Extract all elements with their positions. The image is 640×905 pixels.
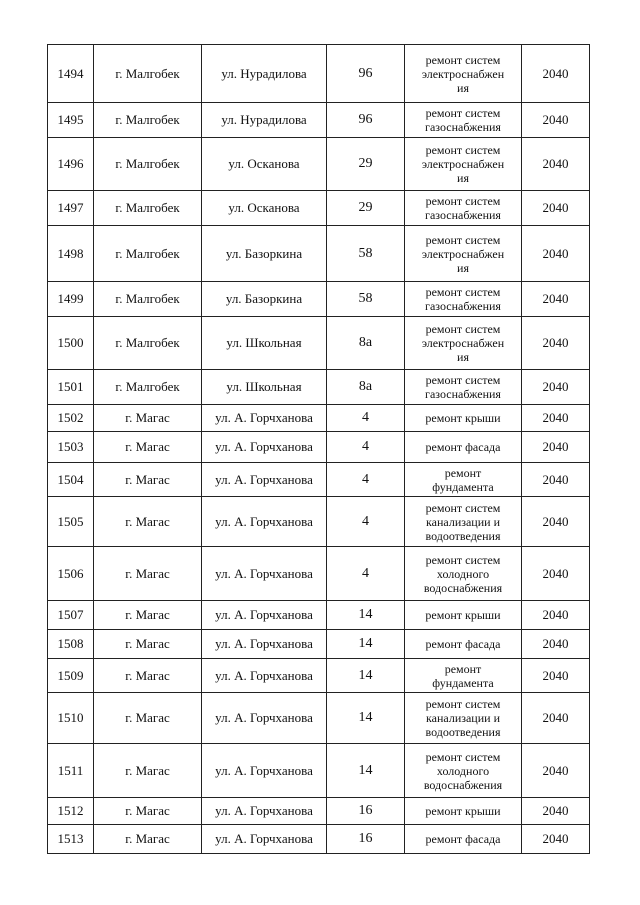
row-number: 1499 [48,282,94,317]
table-row [48,103,590,138]
city-cell: г. Магас [94,463,202,497]
work-type-cell [405,282,522,317]
city-cell: г. Малгобек [94,138,202,191]
work-type-line: холодного [436,763,490,778]
work-type-line: водоотведения [425,528,501,543]
year-cell: 2040 [522,547,590,601]
house-number-cell: 96 [327,103,405,138]
work-type-line: ия [457,260,469,275]
city-cell: г. Магас [94,798,202,825]
street-cell: ул. А. Горчханова [202,463,327,497]
city-cell: г. Магас [94,405,202,432]
row-number: 1496 [48,138,94,191]
table-row [48,370,590,405]
row-number: 1504 [48,463,94,497]
work-type-line: газоснабжения [425,299,501,313]
house-number-cell: 58 [327,226,405,282]
house-number-cell: 16 [327,825,405,854]
work-type-line: ия [457,171,469,185]
work-type-cell [405,659,522,693]
work-type-cell [405,825,522,854]
table-row [48,601,590,630]
row-number: 1513 [48,825,94,854]
work-type-cell [405,432,522,463]
row-number: 1507 [48,601,94,630]
row-number: 1503 [48,432,94,463]
row-number: 1509 [48,659,94,693]
table-row [48,432,590,463]
work-type-cell [405,547,522,601]
work-type-cell [405,370,522,405]
work-type-cell [405,744,522,798]
house-number-cell: 96 [327,45,405,103]
work-type-cell [405,463,522,497]
city-cell: г. Магас [94,659,202,693]
work-type-cell [405,103,522,138]
house-number-cell: 14 [327,630,405,659]
year-cell: 2040 [522,693,590,744]
work-type-line: ремонт крыши [425,804,501,818]
street-cell: ул. А. Горчханова [202,547,327,601]
table-row [48,497,590,547]
work-type-cell [405,630,522,659]
row-number: 1502 [48,405,94,432]
work-type-line: ремонт [444,661,482,676]
housing-repair-table [47,44,590,854]
city-cell: г. Магас [94,825,202,854]
year-cell: 2040 [522,659,590,693]
table-row [48,317,590,370]
work-type-cell [405,601,522,630]
city-cell: г. Магас [94,630,202,659]
work-type-line: ремонт систем [425,697,501,711]
street-cell: ул. Базоркина [202,226,327,282]
street-cell: ул. А. Горчханова [202,798,327,825]
work-type-line: газоснабжения [425,120,501,134]
street-cell: ул. А. Горчханова [202,497,327,547]
work-type-line: электроснабжен [421,157,505,171]
work-type-line: газоснабжения [425,208,501,222]
work-type-line: электроснабжен [421,66,505,81]
city-cell: г. Магас [94,601,202,630]
row-number: 1494 [48,45,94,103]
year-cell: 2040 [522,432,590,463]
year-cell: 2040 [522,226,590,282]
work-type-line: электроснабжен [421,246,505,261]
street-cell: ул. А. Горчханова [202,601,327,630]
work-type-line: ремонт крыши [425,411,501,425]
house-number-cell: 14 [327,744,405,798]
work-type-line: ия [457,350,469,364]
work-type-line: ремонт систем [425,106,501,120]
work-type-line: ремонт крыши [425,608,501,622]
street-cell: ул. А. Горчханова [202,744,327,798]
city-cell: г. Малгобек [94,191,202,226]
house-number-cell: 14 [327,659,405,693]
row-number: 1512 [48,798,94,825]
street-cell: ул. Нурадилова [202,103,327,138]
year-cell: 2040 [522,463,590,497]
city-cell: г. Малгобек [94,370,202,405]
city-cell: г. Малгобек [94,282,202,317]
work-type-line: ремонт систем [425,749,501,764]
table-row [48,547,590,601]
row-number: 1500 [48,317,94,370]
street-cell: ул. Школьная [202,317,327,370]
house-number-cell: 4 [327,547,405,601]
row-number: 1508 [48,630,94,659]
house-number-cell: 8а [327,317,405,370]
work-type-line: ремонт систем [425,232,501,247]
year-cell: 2040 [522,744,590,798]
work-type-line: ремонт фасада [425,832,501,846]
street-cell: ул. Базоркина [202,282,327,317]
street-cell: ул. Школьная [202,370,327,405]
table-row [48,226,590,282]
city-cell: г. Магас [94,432,202,463]
table-row [48,744,590,798]
work-type-line: водоснабжения [423,777,503,792]
row-number: 1511 [48,744,94,798]
table-row [48,825,590,854]
year-cell: 2040 [522,405,590,432]
city-cell: г. Магас [94,744,202,798]
row-number: 1510 [48,693,94,744]
work-type-line: ремонт систем [425,500,501,515]
year-cell: 2040 [522,103,590,138]
work-type-cell [405,798,522,825]
street-cell: ул. Осканова [202,138,327,191]
work-type-cell [405,191,522,226]
house-number-cell: 8а [327,370,405,405]
work-type-line: газоснабжения [425,387,501,401]
year-cell: 2040 [522,45,590,103]
row-number: 1495 [48,103,94,138]
row-number: 1505 [48,497,94,547]
city-cell: г. Магас [94,693,202,744]
table-row [48,405,590,432]
row-number: 1501 [48,370,94,405]
house-number-cell: 58 [327,282,405,317]
city-cell: г. Малгобек [94,317,202,370]
work-type-line: ремонт фасада [425,440,501,454]
city-cell: г. Магас [94,547,202,601]
table-row [48,282,590,317]
work-type-cell [405,138,522,191]
work-type-line: ремонт систем [425,552,501,567]
work-type-line: фундамента [432,675,494,690]
house-number-cell: 4 [327,463,405,497]
year-cell: 2040 [522,317,590,370]
row-number: 1506 [48,547,94,601]
work-type-line: ия [457,80,469,95]
work-type-line: ремонт систем [425,52,501,67]
year-cell: 2040 [522,798,590,825]
work-type-line: водоотведения [425,725,501,739]
city-cell: г. Магас [94,497,202,547]
table-row [48,798,590,825]
house-number-cell: 4 [327,432,405,463]
work-type-cell [405,226,522,282]
year-cell: 2040 [522,497,590,547]
house-number-cell: 14 [327,693,405,744]
city-cell: г. Малгобек [94,226,202,282]
work-type-line: ремонт систем [425,143,501,157]
work-type-line: канализации и [426,711,500,725]
row-number: 1498 [48,226,94,282]
street-cell: ул. Нурадилова [202,45,327,103]
house-number-cell: 14 [327,601,405,630]
work-type-line: электроснабжен [421,336,505,350]
year-cell: 2040 [522,191,590,226]
street-cell: ул. А. Горчханова [202,405,327,432]
street-cell: ул. А. Горчханова [202,432,327,463]
work-type-line: ремонт [444,465,482,480]
street-cell: ул. А. Горчханова [202,825,327,854]
work-type-cell [405,405,522,432]
table-row [48,659,590,693]
work-type-line: холодного [436,566,490,581]
work-type-line: водоснабжения [423,580,503,595]
city-cell: г. Малгобек [94,103,202,138]
work-type-cell [405,497,522,547]
table-row [48,45,590,103]
table-row [48,630,590,659]
house-number-cell: 29 [327,191,405,226]
street-cell: ул. А. Горчханова [202,659,327,693]
year-cell: 2040 [522,138,590,191]
street-cell: ул. А. Горчханова [202,693,327,744]
street-cell: ул. А. Горчханова [202,630,327,659]
row-number: 1497 [48,191,94,226]
table-row [48,463,590,497]
year-cell: 2040 [522,370,590,405]
house-number-cell: 16 [327,798,405,825]
work-type-line: ремонт фасада [425,637,501,651]
table-row [48,138,590,191]
street-cell: ул. Осканова [202,191,327,226]
work-type-line: ремонт систем [425,373,501,387]
table-row [48,191,590,226]
year-cell: 2040 [522,825,590,854]
work-type-line: фундамента [432,479,494,494]
work-type-line: ремонт систем [425,194,501,208]
work-type-line: ремонт систем [425,285,501,299]
table-row [48,693,590,744]
work-type-line: ремонт систем [425,322,501,336]
work-type-line: канализации и [426,514,500,529]
work-type-cell [405,693,522,744]
work-type-cell [405,45,522,103]
work-type-cell [405,317,522,370]
table-body [48,45,590,854]
city-cell: г. Малгобек [94,45,202,103]
year-cell: 2040 [522,282,590,317]
house-number-cell: 4 [327,497,405,547]
year-cell: 2040 [522,630,590,659]
house-number-cell: 29 [327,138,405,191]
year-cell: 2040 [522,601,590,630]
house-number-cell: 4 [327,405,405,432]
